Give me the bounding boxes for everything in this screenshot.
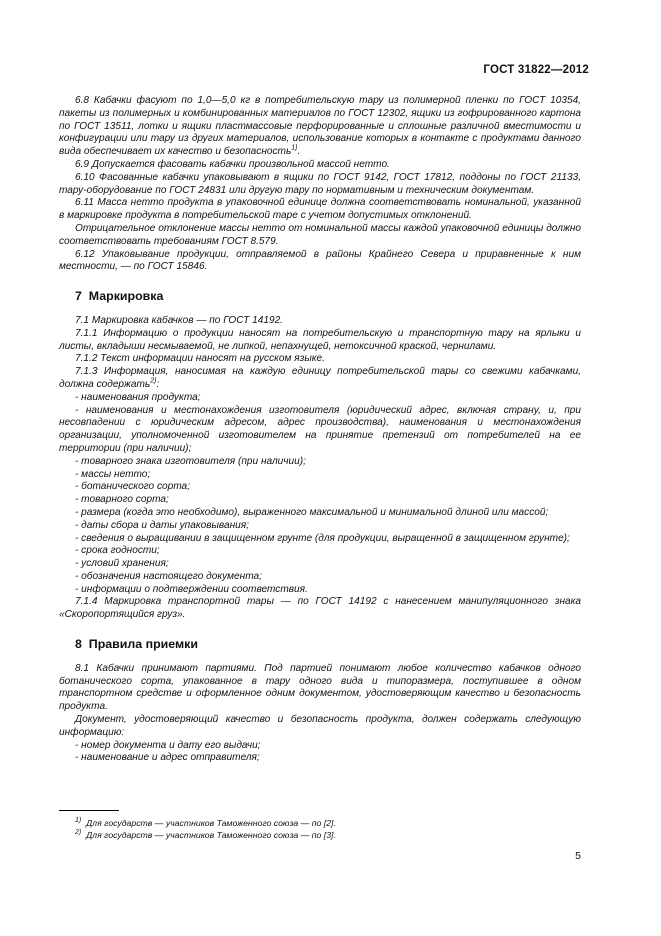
footnote-2: $^{2)}$ Для государств — участников Таможенного союза — по [3]. <box>75 829 336 840</box>
section-heading-7: 7 Маркировка <box>75 289 164 304</box>
footnote-ref-2: 2) <box>150 377 157 385</box>
paragraph-6-9: 6.9 Допускается фасовать кабачки произвольной массой нетто. <box>75 158 390 170</box>
paragraph-7-1-4: 7.1.4 Маркировка транспортной тары — по ГОСТ 14192 с нанесением манипуляционного знака «Скоропортящийся груз». <box>59 596 581 621</box>
section-heading-8: 8 Правила приемки <box>75 637 198 652</box>
list-item: - наименования продукта; <box>75 391 201 403</box>
page-body <box>59 95 581 765</box>
paragraph-8-1: 8.1 Кабачки принимают партиями. Под партией понимают любое количество кабачков одного ботанического сорта, упакованное в тару одного вида и типоразмера, поступившее в одном транспортном средстве и оформленное одним документом, удостоверяющим качество и безопасность продукта. <box>59 662 581 713</box>
list-item: - условий хранения; <box>75 558 169 570</box>
paragraph-7-1-3: 7.1.3 Информация, наносимая на каждую единицу потребительской тары со свежими кабачками, должна содержать$^{2)}$: <box>59 366 581 390</box>
list-item: - наименования и местонахождения изготовителя (юридический адрес, включая страну, и, при несовпадении с юридическим адресом, адрес производства), наименования и местонахождения организации, уполномоченной изготовителем на принятие претензий от потребителей на ее территории (при наличии); <box>59 404 581 454</box>
list-item: - ботанического сорта; <box>75 481 190 493</box>
list-item: - сведения о выращивании в защищенном грунте (для продукции, выращенной в защищенном грунте); <box>75 532 570 544</box>
paragraph-8-1-document: Документ, удостоверяющий качество и безопасность продукта, должен содержать следующую информацию: <box>59 714 581 738</box>
document-code-header: ГОСТ 31822—2012 <box>483 64 589 76</box>
paragraph-7-1-2: 7.1.2 Текст информации наносят на русском языке. <box>75 353 325 365</box>
list-item: - товарного сорта; <box>75 494 169 506</box>
paragraph-6-11: 6.11 Масса нетто продукта в упаковочной единице должна соответствовать номинальной, указанной в маркировке продукта в потребительской таре с учетом допустимых отклонений. <box>59 197 581 222</box>
paragraph-7-1-1: 7.1.1 Информацию о продукции наносят на потребительскую и транспортную тару на ярлыки и листы, вкладыши несмываемой, не липкой, непахнущей, нетоксичной краской, чернилами. <box>59 327 581 352</box>
list-item: - наименование и адрес отправителя; <box>75 752 260 764</box>
paragraph-6-12: 6.12 Упаковывание продукции, отправляемой в районы Крайнего Севера и приравненные к ним местности, — по ГОСТ 15846. <box>59 248 581 273</box>
list-item: - срока годности; <box>75 545 160 557</box>
paragraph-7-1: 7.1 Маркировка кабачков — по ГОСТ 14192. <box>75 314 283 326</box>
list-item: - обозначения настоящего документа; <box>75 570 262 582</box>
list-item: - информации о подтверждении соответствия. <box>75 583 308 595</box>
list-item: - даты сбора и даты упаковывания; <box>75 519 249 531</box>
paragraph-6-10: 6.10 Фасованные кабачки упаковывают в ящики по ГОСТ 9142, ГОСТ 17812, поддоны по ГОСТ 21133, тару-оборудование по ГОСТ 24831 или другую тару по нормативным и техническим документам. <box>59 171 581 196</box>
footnote-divider <box>59 810 119 811</box>
list-item: - номер документа и дату его выдачи; <box>75 739 261 751</box>
paragraph-6-8: 6.8 Кабачки фасуют по 1,0—5,0 кг в потребительскую тару из полимерной пленки по ГОСТ 10354, пакеты из полимерных и комбинированных материалов по ГОСТ 12302, ящики из гофрированного картона по ГОСТ 13511, лотки и ящики пластмассовые перфорированные и сплошные различной вместимости и конфигурации или тару из других материалов, использование которых в контакте с продуктами данного вида обеспечивает их качество и безопасность$^{1)}$. <box>59 95 581 158</box>
list-item: - размера (когда это необходимо), выраженного максимальной и минимальной длиной или массой; <box>75 506 549 518</box>
footnote-ref-1: 1) <box>291 144 298 152</box>
list-item: - товарного знака изготовителя (при наличии); <box>75 455 306 467</box>
list-item: - массы нетто; <box>75 468 151 480</box>
footnote-1: $^{1)}$ Для государств — участников Таможенного союза — по [2]. <box>75 817 336 828</box>
paragraph-6-11-note: Отрицательное отклонение массы нетто от номинальной массы каждой упаковочной единицы должно соответствовать требованиям ГОСТ 8.579. <box>59 222 581 247</box>
page-number: 5 <box>575 850 581 862</box>
